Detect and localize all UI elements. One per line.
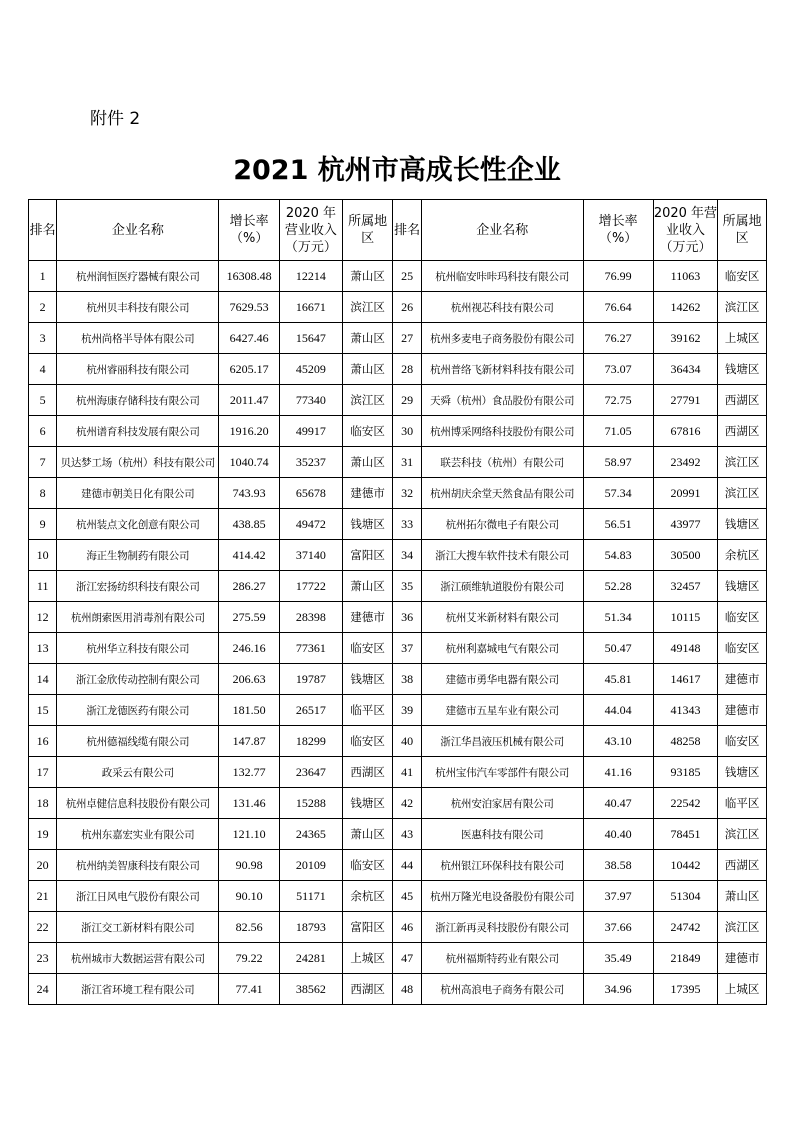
growth-rate-cell: 82.56	[219, 912, 280, 943]
table-row	[29, 757, 767, 788]
table-header-row	[29, 200, 767, 261]
growth-rate-cell: 56.51	[583, 509, 653, 540]
growth-rate-cell: 54.83	[583, 540, 653, 571]
region-cell: 西湖区	[342, 757, 393, 788]
company-name-cell: 杭州华立科技有限公司	[57, 633, 219, 664]
rank-cell: 18	[29, 788, 57, 819]
company-name-cell: 杭州朗索医用消毒剂有限公司	[57, 602, 219, 633]
growth-rate-cell: 41.16	[583, 757, 653, 788]
company-name-cell: 杭州贝丰科技有限公司	[57, 292, 219, 323]
table-row	[29, 571, 767, 602]
rank-cell: 40	[393, 726, 421, 757]
region-cell: 滨江区	[718, 912, 767, 943]
region-cell: 西湖区	[718, 416, 767, 447]
revenue-cell: 39162	[653, 323, 718, 354]
region-cell: 萧山区	[342, 323, 393, 354]
company-name-cell: 医惠科技有限公司	[421, 819, 583, 850]
region-cell: 钱塘区	[718, 354, 767, 385]
growth-rate-cell: 1040.74	[219, 447, 280, 478]
growth-rate-cell: 58.97	[583, 447, 653, 478]
table-row	[29, 292, 767, 323]
table-row	[29, 726, 767, 757]
company-name-cell: 杭州睿丽科技有限公司	[57, 354, 219, 385]
revenue-cell: 27791	[653, 385, 718, 416]
rank-cell: 28	[393, 354, 421, 385]
growth-rate-cell: 147.87	[219, 726, 280, 757]
table-row	[29, 602, 767, 633]
growth-rate-cell: 131.46	[219, 788, 280, 819]
company-name-cell: 杭州尚格半导体有限公司	[57, 323, 219, 354]
company-name-cell: 杭州拓尔微电子有限公司	[421, 509, 583, 540]
revenue-cell: 15288	[280, 788, 343, 819]
rank-cell: 39	[393, 695, 421, 726]
table-row	[29, 695, 767, 726]
region-cell: 临安区	[718, 633, 767, 664]
company-name-cell: 浙江硕维轨道股份有限公司	[421, 571, 583, 602]
rank-cell: 25	[393, 261, 421, 292]
rank-cell: 13	[29, 633, 57, 664]
revenue-cell: 26517	[280, 695, 343, 726]
region-cell: 上城区	[718, 323, 767, 354]
revenue-cell: 10115	[653, 602, 718, 633]
company-name-cell: 浙江新再灵科技股份有限公司	[421, 912, 583, 943]
table-row	[29, 633, 767, 664]
revenue-cell: 14617	[653, 664, 718, 695]
company-name-cell: 杭州装点文化创意有限公司	[57, 509, 219, 540]
region-cell: 建德市	[718, 943, 767, 974]
company-name-cell: 杭州多麦电子商务股份有限公司	[421, 323, 583, 354]
table-row	[29, 447, 767, 478]
growth-rate-cell: 132.77	[219, 757, 280, 788]
header-growth: 增长率（%）	[583, 200, 653, 261]
rank-cell: 12	[29, 602, 57, 633]
rank-cell: 11	[29, 571, 57, 602]
revenue-cell: 37140	[280, 540, 343, 571]
rank-cell: 9	[29, 509, 57, 540]
table-row	[29, 354, 767, 385]
growth-rate-cell: 40.40	[583, 819, 653, 850]
rank-cell: 1	[29, 261, 57, 292]
revenue-cell: 30500	[653, 540, 718, 571]
region-cell: 西湖区	[718, 385, 767, 416]
company-name-cell: 杭州银江环保科技有限公司	[421, 850, 583, 881]
company-name-cell: 杭州宝伟汽车零部件有限公司	[421, 757, 583, 788]
revenue-cell: 45209	[280, 354, 343, 385]
region-cell: 西湖区	[718, 850, 767, 881]
region-cell: 钱塘区	[718, 757, 767, 788]
revenue-cell: 22542	[653, 788, 718, 819]
revenue-cell: 24281	[280, 943, 343, 974]
revenue-cell: 49917	[280, 416, 343, 447]
revenue-cell: 20991	[653, 478, 718, 509]
growth-rate-cell: 1916.20	[219, 416, 280, 447]
rank-cell: 48	[393, 974, 421, 1005]
company-name-cell: 杭州普络飞新材料科技有限公司	[421, 354, 583, 385]
growth-rate-cell: 7629.53	[219, 292, 280, 323]
company-name-cell: 杭州纳美智康科技有限公司	[57, 850, 219, 881]
company-name-cell: 杭州利嘉城电气有限公司	[421, 633, 583, 664]
region-cell: 临安区	[342, 633, 393, 664]
region-cell: 余杭区	[718, 540, 767, 571]
table-row	[29, 788, 767, 819]
revenue-cell: 14262	[653, 292, 718, 323]
growth-rate-cell: 414.42	[219, 540, 280, 571]
revenue-cell: 78451	[653, 819, 718, 850]
revenue-cell: 38562	[280, 974, 343, 1005]
rank-cell: 15	[29, 695, 57, 726]
region-cell: 滨江区	[718, 447, 767, 478]
table-row	[29, 540, 767, 571]
revenue-cell: 49472	[280, 509, 343, 540]
growth-rate-cell: 51.34	[583, 602, 653, 633]
company-name-cell: 杭州福斯特药业有限公司	[421, 943, 583, 974]
revenue-cell: 19787	[280, 664, 343, 695]
company-name-cell: 杭州高浪电子商务有限公司	[421, 974, 583, 1005]
rank-cell: 19	[29, 819, 57, 850]
revenue-cell: 18793	[280, 912, 343, 943]
table-row	[29, 261, 767, 292]
company-name-cell: 建德市朝美日化有限公司	[57, 478, 219, 509]
rank-cell: 32	[393, 478, 421, 509]
company-name-cell: 浙江交工新材料有限公司	[57, 912, 219, 943]
revenue-cell: 20109	[280, 850, 343, 881]
rank-cell: 16	[29, 726, 57, 757]
growth-rate-cell: 72.75	[583, 385, 653, 416]
growth-rate-cell: 206.63	[219, 664, 280, 695]
header-rank: 排名	[29, 200, 57, 261]
revenue-cell: 51171	[280, 881, 343, 912]
revenue-cell: 49148	[653, 633, 718, 664]
rank-cell: 17	[29, 757, 57, 788]
growth-rate-cell: 6205.17	[219, 354, 280, 385]
growth-rate-cell: 43.10	[583, 726, 653, 757]
company-name-cell: 浙江金欣传动控制有限公司	[57, 664, 219, 695]
revenue-cell: 41343	[653, 695, 718, 726]
rank-cell: 42	[393, 788, 421, 819]
rank-cell: 3	[29, 323, 57, 354]
region-cell: 滨江区	[718, 819, 767, 850]
company-name-cell: 杭州海康存储科技有限公司	[57, 385, 219, 416]
revenue-cell: 17395	[653, 974, 718, 1005]
growth-rate-cell: 246.16	[219, 633, 280, 664]
region-cell: 临平区	[718, 788, 767, 819]
table-row	[29, 850, 767, 881]
rank-cell: 43	[393, 819, 421, 850]
growth-rate-cell: 286.27	[219, 571, 280, 602]
rank-cell: 27	[393, 323, 421, 354]
revenue-cell: 35237	[280, 447, 343, 478]
revenue-cell: 23492	[653, 447, 718, 478]
header-revenue: 2020 年营业收入（万元）	[280, 200, 343, 261]
company-name-cell: 杭州谱育科技发展有限公司	[57, 416, 219, 447]
region-cell: 临安区	[342, 416, 393, 447]
region-cell: 临安区	[718, 261, 767, 292]
revenue-cell: 10442	[653, 850, 718, 881]
growth-rate-cell: 438.85	[219, 509, 280, 540]
table-row	[29, 323, 767, 354]
company-name-cell: 杭州卓健信息科技股份有限公司	[57, 788, 219, 819]
company-name-cell: 浙江龙德医药有限公司	[57, 695, 219, 726]
revenue-cell: 12214	[280, 261, 343, 292]
rank-cell: 44	[393, 850, 421, 881]
rank-cell: 33	[393, 509, 421, 540]
rank-cell: 38	[393, 664, 421, 695]
revenue-cell: 21849	[653, 943, 718, 974]
rank-cell: 6	[29, 416, 57, 447]
growth-rate-cell: 743.93	[219, 478, 280, 509]
growth-rate-cell: 40.47	[583, 788, 653, 819]
region-cell: 钱塘区	[718, 571, 767, 602]
rank-cell: 24	[29, 974, 57, 1005]
rank-cell: 7	[29, 447, 57, 478]
region-cell: 临安区	[718, 726, 767, 757]
region-cell: 滨江区	[718, 292, 767, 323]
region-cell: 钱塘区	[342, 664, 393, 695]
growth-rate-cell: 71.05	[583, 416, 653, 447]
company-name-cell: 杭州博采网络科技股份有限公司	[421, 416, 583, 447]
region-cell: 萧山区	[342, 571, 393, 602]
header-region: 所属地区	[718, 200, 767, 261]
company-name-cell: 浙江省环境工程有限公司	[57, 974, 219, 1005]
header-growth: 增长率（%）	[219, 200, 280, 261]
table-row	[29, 912, 767, 943]
region-cell: 临安区	[342, 726, 393, 757]
region-cell: 滨江区	[718, 478, 767, 509]
revenue-cell: 24365	[280, 819, 343, 850]
growth-rate-cell: 57.34	[583, 478, 653, 509]
rank-cell: 36	[393, 602, 421, 633]
enterprise-ranking-table	[28, 199, 767, 1005]
region-cell: 建德市	[342, 602, 393, 633]
rank-cell: 14	[29, 664, 57, 695]
company-name-cell: 浙江宏扬纺织科技有限公司	[57, 571, 219, 602]
growth-rate-cell: 77.41	[219, 974, 280, 1005]
company-name-cell: 建德市五星车业有限公司	[421, 695, 583, 726]
company-name-cell: 杭州安泊家居有限公司	[421, 788, 583, 819]
growth-rate-cell: 76.64	[583, 292, 653, 323]
revenue-cell: 93185	[653, 757, 718, 788]
revenue-cell: 43977	[653, 509, 718, 540]
revenue-cell: 67816	[653, 416, 718, 447]
rank-cell: 2	[29, 292, 57, 323]
company-name-cell: 杭州胡庆余堂天然食品有限公司	[421, 478, 583, 509]
rank-cell: 20	[29, 850, 57, 881]
table-row	[29, 509, 767, 540]
growth-rate-cell: 90.10	[219, 881, 280, 912]
growth-rate-cell: 6427.46	[219, 323, 280, 354]
rank-cell: 47	[393, 943, 421, 974]
region-cell: 萧山区	[342, 354, 393, 385]
table-body	[29, 261, 767, 1005]
company-name-cell: 天舜（杭州）食品股份有限公司	[421, 385, 583, 416]
region-cell: 建德市	[342, 478, 393, 509]
region-cell: 萧山区	[342, 261, 393, 292]
company-name-cell: 杭州东嘉宏实业有限公司	[57, 819, 219, 850]
revenue-cell: 48258	[653, 726, 718, 757]
region-cell: 余杭区	[342, 881, 393, 912]
company-name-cell: 杭州临安咔咔玛科技有限公司	[421, 261, 583, 292]
growth-rate-cell: 90.98	[219, 850, 280, 881]
header-region: 所属地区	[342, 200, 393, 261]
growth-rate-cell: 34.96	[583, 974, 653, 1005]
region-cell: 钱塘区	[342, 788, 393, 819]
rank-cell: 29	[393, 385, 421, 416]
revenue-cell: 77340	[280, 385, 343, 416]
growth-rate-cell: 76.99	[583, 261, 653, 292]
region-cell: 钱塘区	[342, 509, 393, 540]
region-cell: 建德市	[718, 664, 767, 695]
company-name-cell: 贝达梦工场（杭州）科技有限公司	[57, 447, 219, 478]
header-rank: 排名	[393, 200, 421, 261]
rank-cell: 31	[393, 447, 421, 478]
growth-rate-cell: 121.10	[219, 819, 280, 850]
revenue-cell: 15647	[280, 323, 343, 354]
company-name-cell: 杭州城市大数据运营有限公司	[57, 943, 219, 974]
company-name-cell: 海正生物制药有限公司	[57, 540, 219, 571]
rank-cell: 45	[393, 881, 421, 912]
growth-rate-cell: 16308.48	[219, 261, 280, 292]
table-row	[29, 664, 767, 695]
rank-cell: 30	[393, 416, 421, 447]
table-row	[29, 819, 767, 850]
company-name-cell: 浙江日风电气股份有限公司	[57, 881, 219, 912]
rank-cell: 34	[393, 540, 421, 571]
region-cell: 富阳区	[342, 540, 393, 571]
region-cell: 滨江区	[342, 385, 393, 416]
attachment-label: 附件 2	[90, 109, 141, 129]
revenue-cell: 28398	[280, 602, 343, 633]
revenue-cell: 11063	[653, 261, 718, 292]
region-cell: 滨江区	[342, 292, 393, 323]
rank-cell: 10	[29, 540, 57, 571]
growth-rate-cell: 73.07	[583, 354, 653, 385]
rank-cell: 26	[393, 292, 421, 323]
table-row	[29, 881, 767, 912]
company-name-cell: 杭州德福线缆有限公司	[57, 726, 219, 757]
growth-rate-cell: 52.28	[583, 571, 653, 602]
header-revenue: 2020 年营业收入（万元）	[653, 200, 718, 261]
revenue-cell: 16671	[280, 292, 343, 323]
growth-rate-cell: 50.47	[583, 633, 653, 664]
growth-rate-cell: 76.27	[583, 323, 653, 354]
growth-rate-cell: 44.04	[583, 695, 653, 726]
revenue-cell: 51304	[653, 881, 718, 912]
rank-cell: 23	[29, 943, 57, 974]
rank-cell: 8	[29, 478, 57, 509]
region-cell: 萧山区	[342, 447, 393, 478]
region-cell: 西湖区	[342, 974, 393, 1005]
revenue-cell: 18299	[280, 726, 343, 757]
growth-rate-cell: 45.81	[583, 664, 653, 695]
company-name-cell: 杭州万隆光电设备股份有限公司	[421, 881, 583, 912]
region-cell: 临安区	[342, 850, 393, 881]
company-name-cell: 联芸科技（杭州）有限公司	[421, 447, 583, 478]
company-name-cell: 建德市勇华电器有限公司	[421, 664, 583, 695]
rank-cell: 37	[393, 633, 421, 664]
growth-rate-cell: 35.49	[583, 943, 653, 974]
region-cell: 上城区	[718, 974, 767, 1005]
company-name-cell: 浙江大搜车软件技术有限公司	[421, 540, 583, 571]
growth-rate-cell: 38.58	[583, 850, 653, 881]
region-cell: 上城区	[342, 943, 393, 974]
table-row	[29, 974, 767, 1005]
region-cell: 钱塘区	[718, 509, 767, 540]
rank-cell: 41	[393, 757, 421, 788]
growth-rate-cell: 275.59	[219, 602, 280, 633]
revenue-cell: 65678	[280, 478, 343, 509]
table-row	[29, 385, 767, 416]
region-cell: 临平区	[342, 695, 393, 726]
rank-cell: 4	[29, 354, 57, 385]
revenue-cell: 24742	[653, 912, 718, 943]
company-name-cell: 政采云有限公司	[57, 757, 219, 788]
company-name-cell: 浙江华昌液压机械有限公司	[421, 726, 583, 757]
rank-cell: 35	[393, 571, 421, 602]
document-title: 2021 杭州市高成长性企业	[233, 155, 561, 186]
rank-cell: 21	[29, 881, 57, 912]
growth-rate-cell: 37.66	[583, 912, 653, 943]
rank-cell: 46	[393, 912, 421, 943]
growth-rate-cell: 37.97	[583, 881, 653, 912]
revenue-cell: 23647	[280, 757, 343, 788]
region-cell: 萧山区	[718, 881, 767, 912]
revenue-cell: 32457	[653, 571, 718, 602]
revenue-cell: 77361	[280, 633, 343, 664]
table-row	[29, 943, 767, 974]
region-cell: 建德市	[718, 695, 767, 726]
header-company: 企业名称	[57, 200, 219, 261]
table-row	[29, 478, 767, 509]
growth-rate-cell: 181.50	[219, 695, 280, 726]
rank-cell: 22	[29, 912, 57, 943]
revenue-cell: 17722	[280, 571, 343, 602]
company-name-cell: 杭州润恒医疗器械有限公司	[57, 261, 219, 292]
region-cell: 临安区	[718, 602, 767, 633]
company-name-cell: 杭州艾米新材料有限公司	[421, 602, 583, 633]
rank-cell: 5	[29, 385, 57, 416]
revenue-cell: 36434	[653, 354, 718, 385]
table-row	[29, 416, 767, 447]
growth-rate-cell: 79.22	[219, 943, 280, 974]
growth-rate-cell: 2011.47	[219, 385, 280, 416]
header-company: 企业名称	[421, 200, 583, 261]
region-cell: 萧山区	[342, 819, 393, 850]
region-cell: 富阳区	[342, 912, 393, 943]
company-name-cell: 杭州视芯科技有限公司	[421, 292, 583, 323]
